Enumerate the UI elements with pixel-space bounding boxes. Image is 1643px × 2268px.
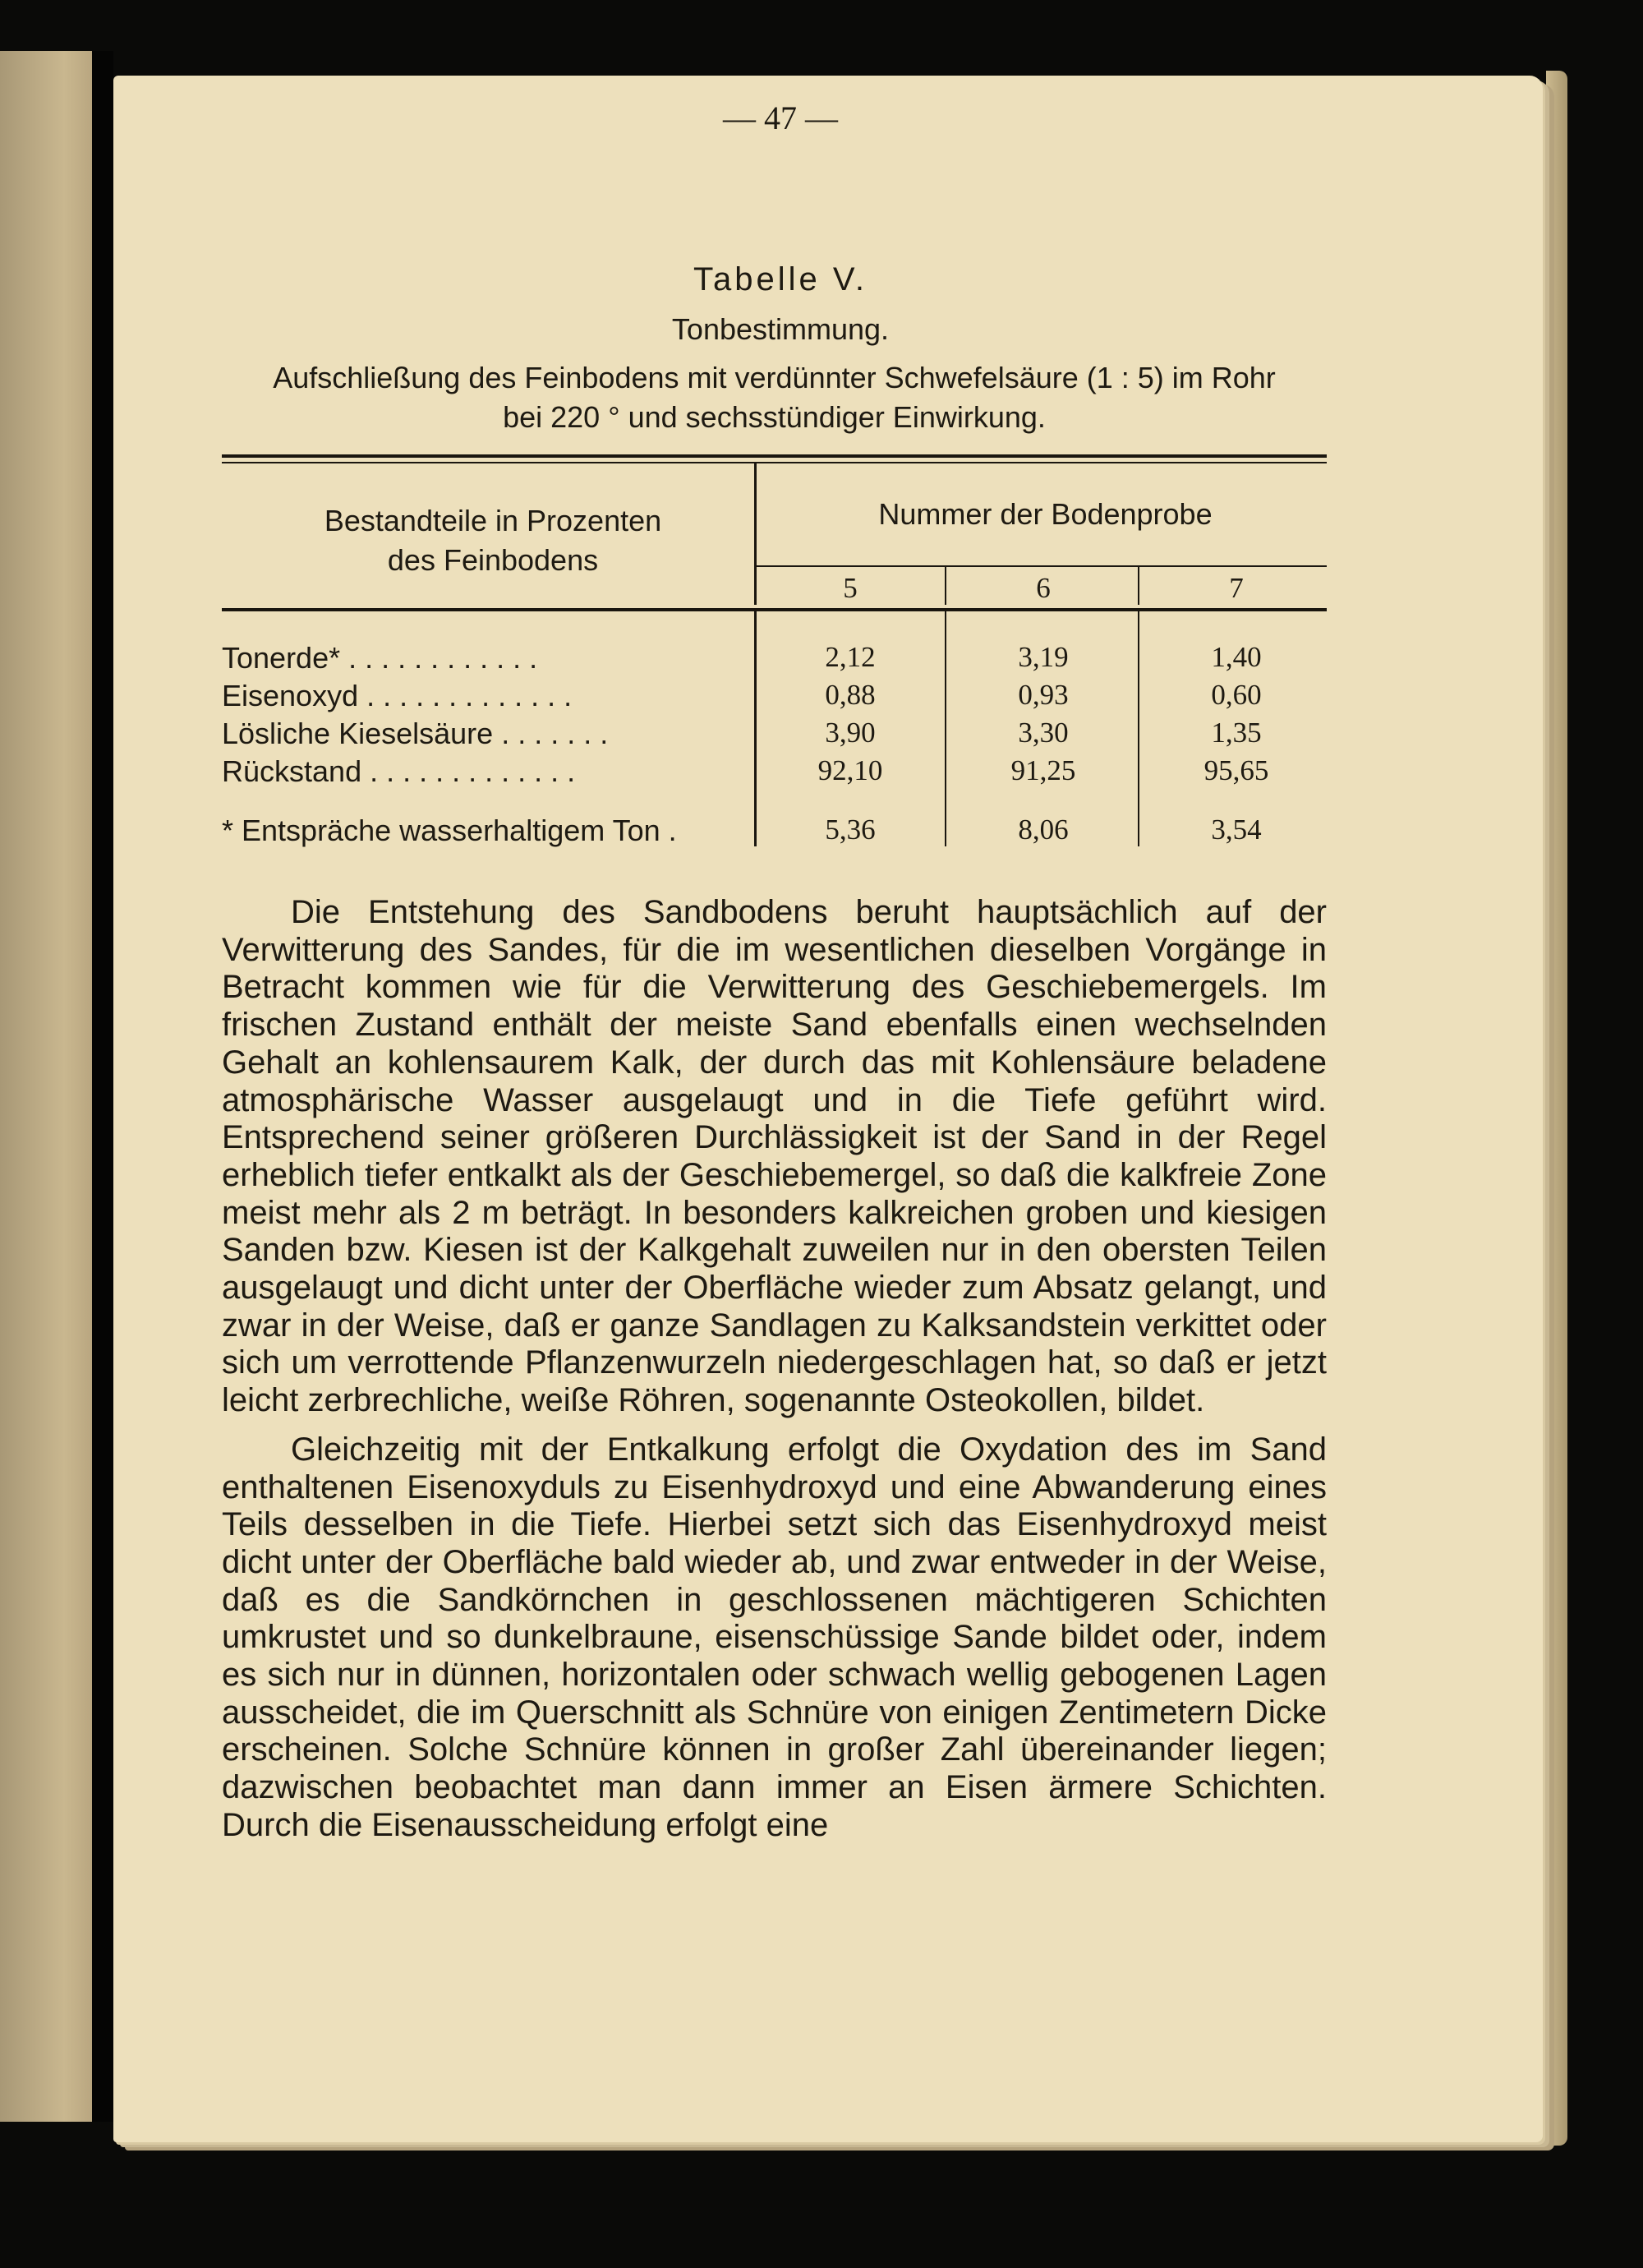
table-top-rule-2 [222, 462, 1327, 463]
row-label-tonerde: Tonerde* . . . . . . . . . . . . [222, 641, 538, 675]
column-divider-2 [1138, 567, 1139, 605]
row-label-rueckstand: Rückstand . . . . . . . . . . . . . [222, 754, 576, 788]
body-column-divider-2 [1138, 611, 1139, 846]
header-column-5: 5 [843, 572, 858, 604]
table-cell: 3,30 [1018, 717, 1069, 749]
table-cell: 3,90 [825, 717, 876, 749]
table-cell: 0,93 [1018, 679, 1069, 711]
column-divider-1 [945, 567, 946, 605]
table-cell: 91,25 [1010, 754, 1076, 786]
table-cell: 1,40 [1211, 641, 1262, 673]
body-text [222, 894, 1327, 1845]
paragraph: Die Entstehung des Sandbodens beruht hauptsächlich auf der Verwitterung des Sandes, für die im wesentlichen dieselben Vorgänge in Betracht kommen wie für die Verwitterung des Geschiebemergels. Im frischen Zustand enthält der meiste Sand ebenfalls einen wechselnden Gehalt an kohlensaurem Kalk, der durch das mit Kohlensäure beladene atmosphärische Wasser ausgelaugt und in die Tiefe geführt wird. Entsprechend seiner größeren Durchlässigkeit ist der Sand in der Regel erheblich tiefer entkalkt als der Geschiebemergel, so daß die kalkfreie Zone meist mehr als 2 m beträgt. In besonders kalkreichen groben und kiesigen Sanden bzw. Kiesen ist der Kalkgehalt zuweilen nur in den obersten Teilen ausgelaugt und dicht unter der Oberfläche wieder zum Absatz gelangt, und zwar in der Weise, daß er ganze Sandlagen zu Kalksandstein verkittet oder sich um verrottende Pflanzenwurzeln niedergeschlagen hat, so daß er jetzt leicht zerbrechliche, weiße Röhren, sogenannte Osteokollen, bildet. [222, 894, 1327, 1419]
table-cell: 8,06 [1018, 814, 1069, 846]
paragraph: Gleichzeitig mit der Entkalkung erfolgt die Oxydation des im Sand enthaltenen Eisenoxyduls zu Eisenhydroxyd und eine Abwanderung eines Teils desselben in die Tiefe. Hierbei setzt sich das Eisenhydroxyd meist dicht unter der Oberfläche bald wieder ab, und zwar entweder in der Weise, daß es die Sandkörnchen in geschlossenen mächtigeren Schichten umkrustet und so dunkelbraune, eisenschüssige Sande bildet oder, indem es sich nur in dünnen, horizontalen oder schwach wellig gebogenen Lagen ausscheidet, die im Querschnitt als Schnüre von einigen Zentimetern Dicke erscheinen. Solche Schnüre können in großer Zahl übereinander liegen; dazwischen beobachtet man dann immer an Eisen ärmere Schichten. Durch die Eisenausscheidung erfolgt eine [222, 1431, 1327, 1843]
header-group-rule [756, 565, 1327, 567]
row-label-kieselsaeure: Lösliche Kieselsäure . . . . . . . [222, 717, 609, 750]
table-caption [222, 358, 1327, 437]
row-label-eisenoxyd: Eisenoxyd . . . . . . . . . . . . . [222, 679, 573, 712]
body-column-divider-1 [945, 611, 946, 846]
table-subtitle: Tonbestimmung. [671, 312, 890, 346]
book-gutter [92, 51, 113, 2122]
table-cell: 92,10 [817, 754, 883, 786]
header-bottom-rule [222, 608, 1327, 611]
table-caption-line-1: Aufschließung des Feinbodens mit verdünnter Schwefelsäure (1 : 5) im Rohr [273, 361, 1276, 394]
table-cell: 95,65 [1203, 754, 1269, 786]
table-top-rule [222, 454, 1327, 458]
table-cell: 3,54 [1211, 814, 1262, 846]
header-sample-group: Nummer der Bodenprobe [878, 497, 1213, 531]
table-title: Tabelle V. [693, 261, 868, 297]
page-number: — 47 — [723, 99, 838, 136]
table-cell: 1,35 [1211, 717, 1262, 749]
table-cell: 2,12 [825, 641, 876, 673]
table-caption-line-2: bei 220 ° und sechsstündiger Einwirkung. [503, 400, 1046, 434]
table-cell: 5,36 [825, 814, 876, 846]
row-label-footnote: * Entspräche wasserhaltigem Ton . [222, 814, 677, 847]
header-column-6: 6 [1036, 572, 1051, 604]
table-cell: 3,19 [1018, 641, 1069, 673]
table-cell: 0,88 [825, 679, 876, 711]
left-page-edge [0, 51, 92, 2122]
table-cell: 0,60 [1211, 679, 1262, 711]
page-stack-edge [1546, 71, 1567, 2146]
header-column-7: 7 [1229, 572, 1244, 604]
header-components: Bestandteile in Prozenten des Feinbodens [324, 504, 662, 577]
